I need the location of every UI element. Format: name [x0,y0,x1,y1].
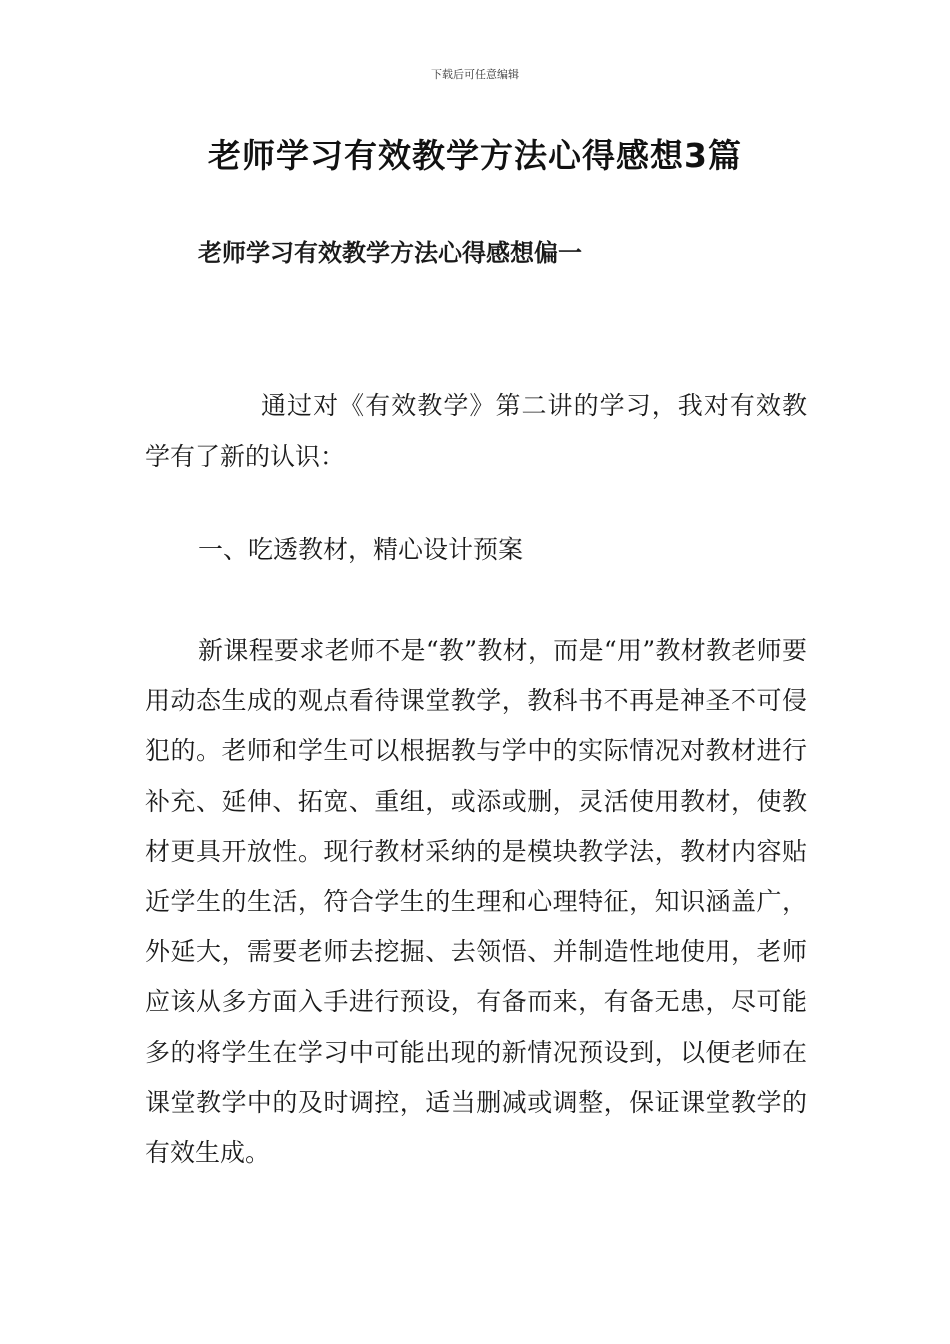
document-subtitle: 老师学习有效教学方法心得感想偏一 [198,239,582,267]
section-heading: 一、吃透教材，精心设计预案 [198,535,524,564]
section-body-paragraph: 新课程要求老师不是“教”教材，而是“用”教材教老师要用动态生成的观点看待课堂教学，教科书不再是神圣不可侵犯的。老师和学生可以根据教与学中的实际情况对教材进行补充、延伸、拓宽、重组，或添或删，灵活使用教材，使教材更具开放性。现行教材采纳的是模块教学法，教材内容贴近学生的生活，符合学生的生理和心理特征，知识涵盖广，外延大，需要老师去挖掘、去领悟、并制造性地使用，老师应该从多方面入手进行预设，有备而来，有备无患，尽可能多的将学生在学习中可能出现的新情况预设到，以便老师在课堂教学中的及时调控，适当删减或调整，保证课堂教学的有效生成。 [145,636,807,1168]
document-title: 老师学习有效教学方法心得感想3篇 [208,136,742,175]
header-note: 下载后可任意编辑 [431,68,519,81]
intro-paragraph: 通过对《有效教学》第二讲的学习，我对有效教学有了新的认识： [145,391,807,471]
